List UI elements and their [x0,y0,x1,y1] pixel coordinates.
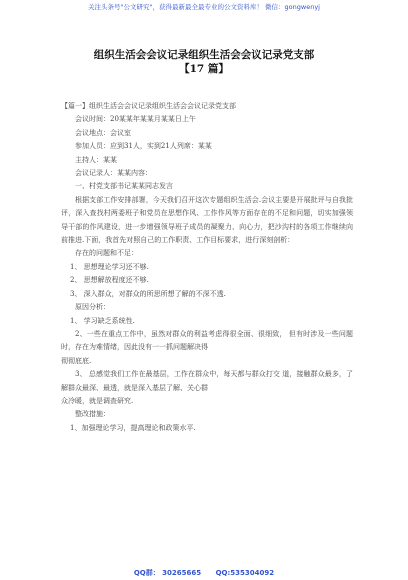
document-title: 组织生活会会议记录组织生活会会议记录党支部 [93,49,315,61]
footer-qq: QQ:535304092 [215,569,275,577]
document-subtitle: 【17 篇】 [179,63,229,75]
paragraph: 3、 总感觉我们工作在最基层，工作在群众中，每天都与群众打交 道，接触群众最多，了解群众最深、最透，就是深入基层了解、关心群 [61,370,353,392]
participants: 参加人员：应到31人，实到21人列席：某某 [75,142,212,151]
list-item: 1、 学习缺乏系统性. [70,316,135,325]
list-item: 2、 思想解放程度还不够. [70,276,149,285]
measures-heading: 整改措施： [75,410,110,419]
paragraph-continuation: 众冷暖，就是调查研究. [61,396,134,405]
top-banner: 关注头条号"公文研究"，获得最新最全最专业的公文资料库！ 微信：gongwenyj [88,3,320,11]
cause-heading: 原因分析： [75,303,110,312]
document-body [61,100,353,435]
list-item: 3、 深入群众，对群众的所思所想了解的不深不透. [70,289,226,298]
problems-heading: 存在的问题和不足： [75,249,138,258]
paragraph: 根据支部工作安排部署，今天我们召开这次专题组织生活会.会议主要是开展批评与自我批评，深入查找村两委班子和党员在思想作风、工作作风等方面存在的不足和问题，切实加强领导干部的作风建设，进一步增强领导班子成员的凝聚力、向心力，把沙沟村的各项工作继续向前推进.下面，我首先对照自己的工作职责、工作目标要求，进行深刻剖析： [61,195,353,245]
meeting-place: 会议地点：会议室 [75,128,131,137]
footer-qq-group: QQ群： 30265665 [133,569,202,577]
paragraph-continuation: 彻彻底底. [61,356,92,365]
list-item: 1、加强理论学习，提高理论和政策水平. [70,423,196,432]
recorder: 会议记录人：某某内容： [75,169,152,178]
section-heading: 【篇一】组织生活会会议记录组织生活会会议记录党支部 [61,102,236,110]
document-header [0,48,408,76]
speech-heading: 一、村党支部书记某某同志发言 [75,182,173,191]
footer [0,568,408,578]
list-item: 1、 思想理论学习还不够. [70,262,149,271]
host: 主持人：某某 [75,155,117,164]
paragraph: 2、一些在重点工作中，虽然对群众的利益考虑得很全面、很细致， 但有时涉及一些问题时，存在为难情绪，因此没有一一抓问题解决得 [61,329,353,352]
meeting-time: 会议时间：20某某年某某月某某日上午 [75,115,196,124]
